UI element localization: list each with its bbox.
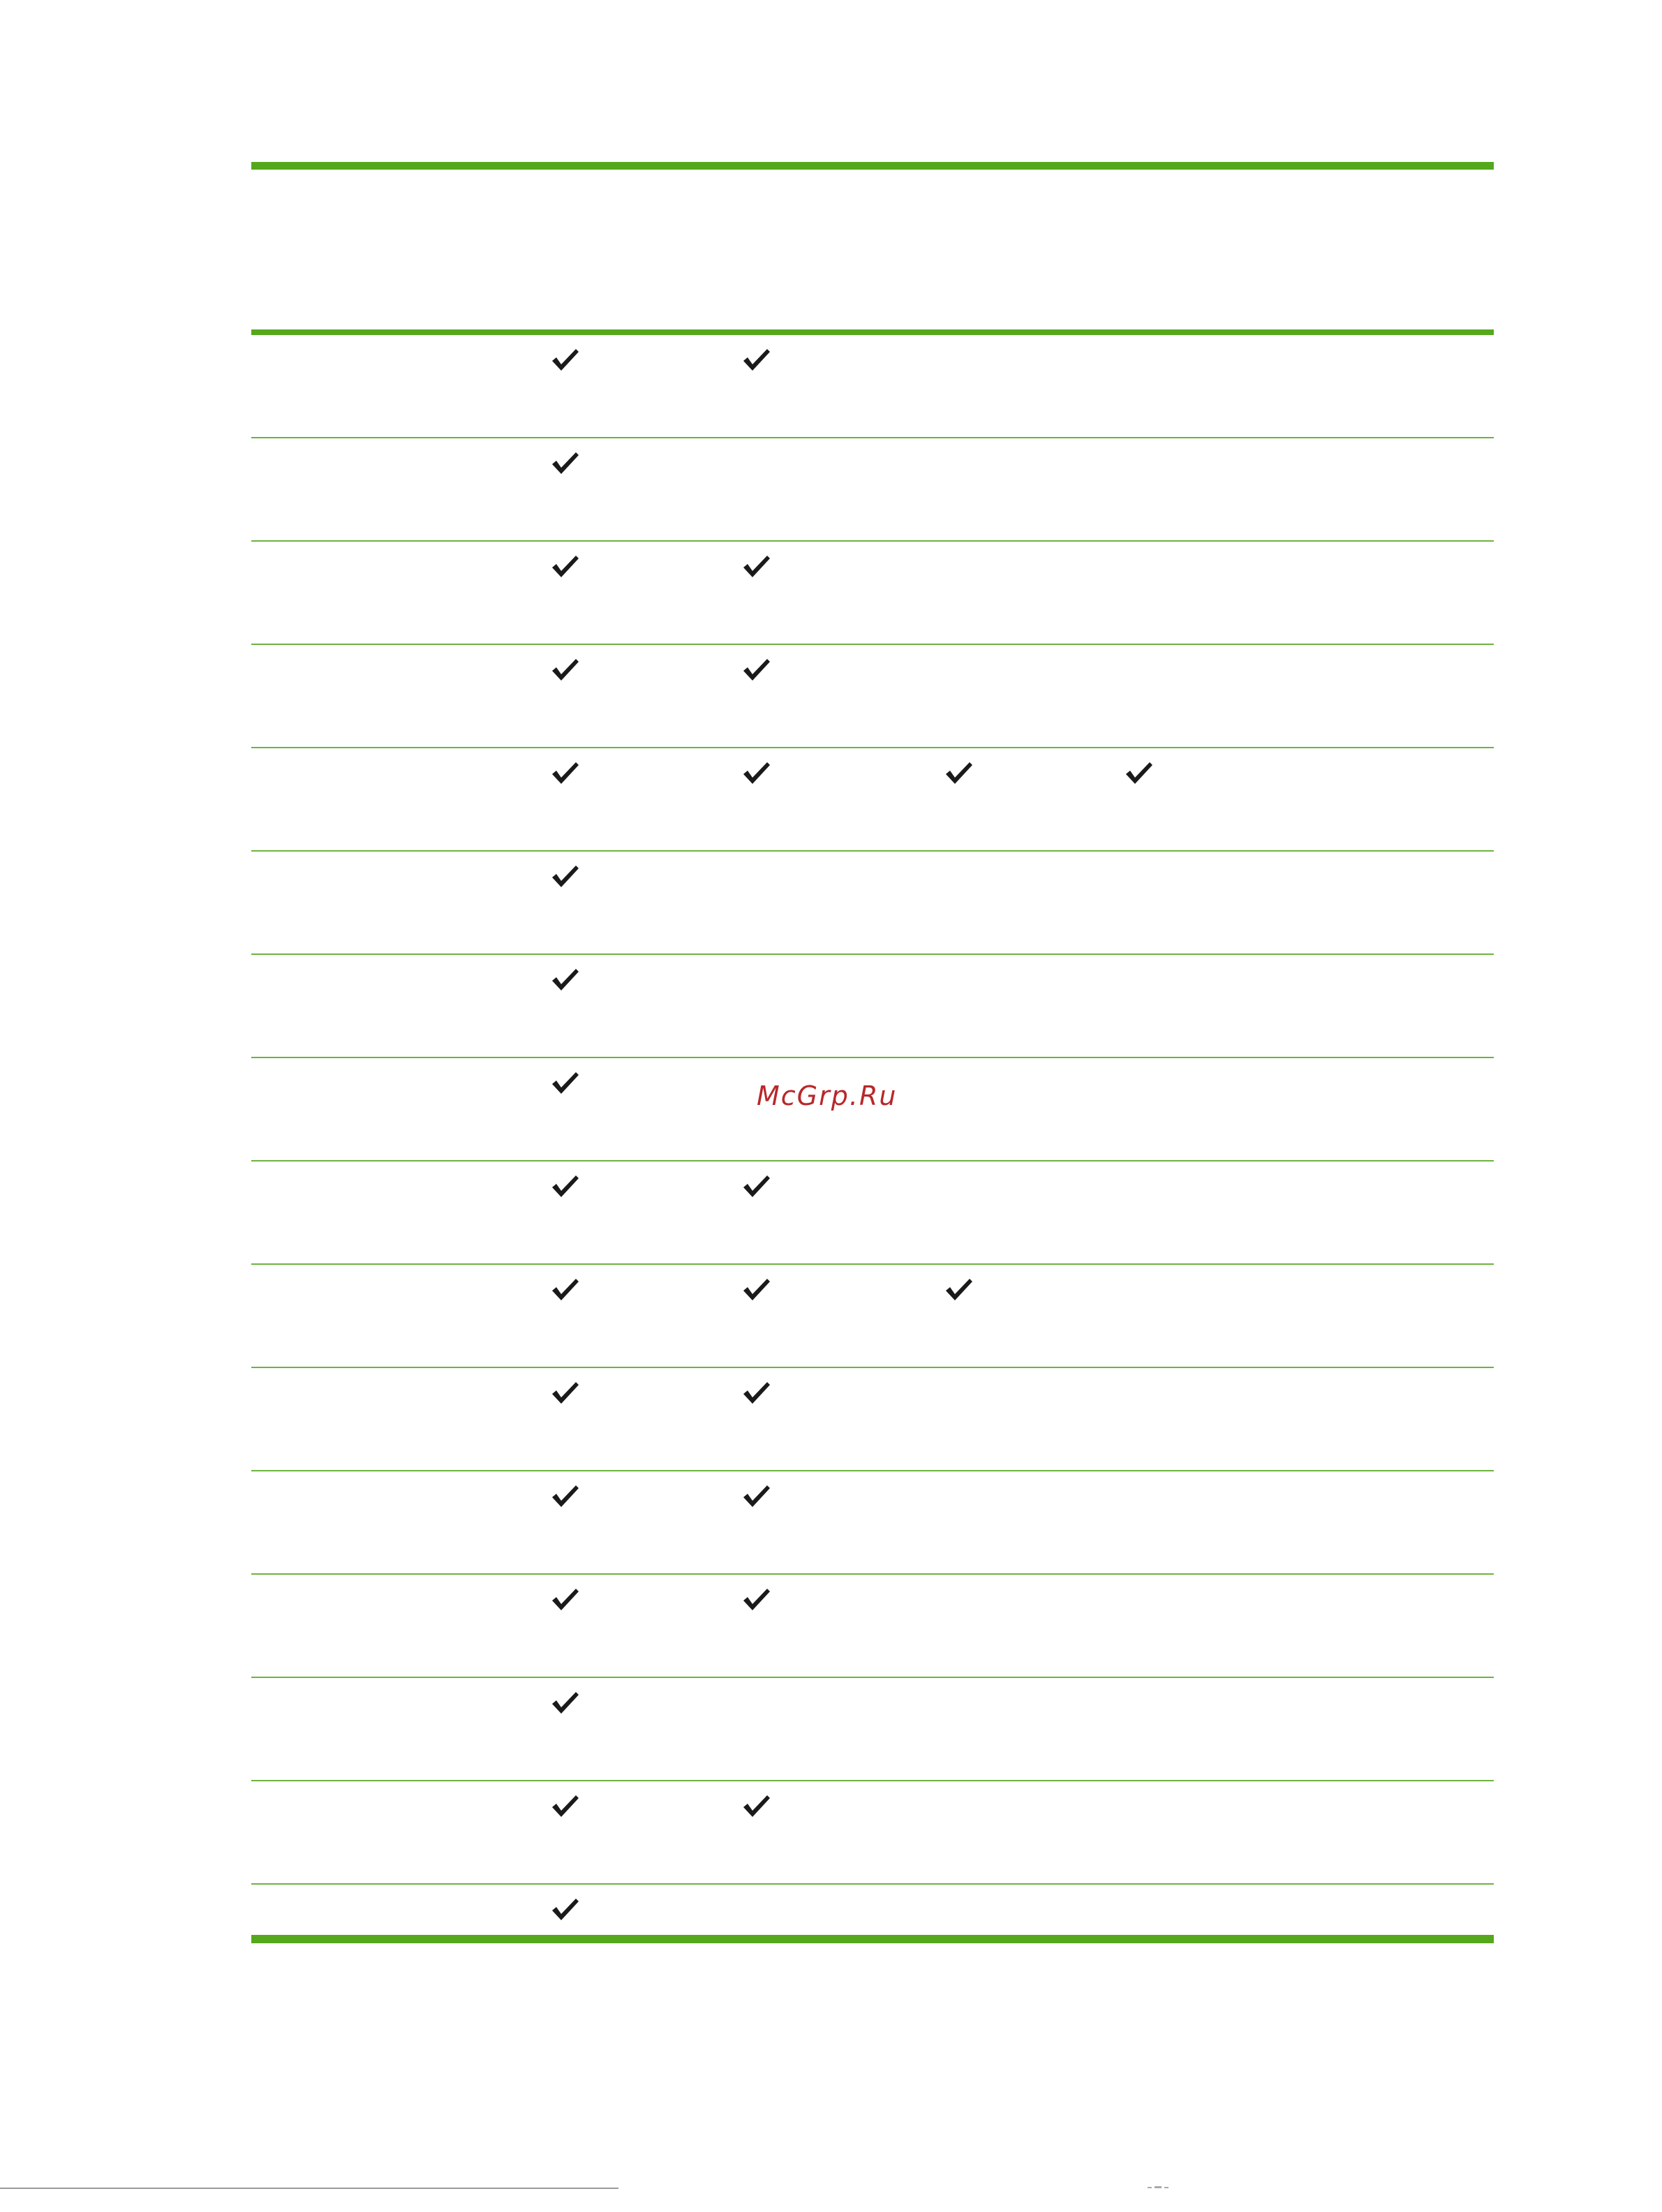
table-row: [251, 438, 1494, 542]
row-label-cell: [251, 1483, 530, 1524]
feature-table: [251, 335, 1494, 1938]
checkmark-icon: [550, 553, 581, 581]
checkmark-icon: [550, 450, 581, 477]
checkmark-icon: [550, 863, 581, 891]
table-row: [251, 1265, 1494, 1368]
checkmark-icon: [944, 759, 974, 787]
row-label-cell: [251, 759, 530, 801]
row-label-cell: [251, 553, 530, 595]
row-label-cell: [251, 1896, 530, 1938]
checkmark-icon: [944, 1276, 974, 1304]
checkmark-icon: [741, 1379, 772, 1407]
checkmark-icon: [1124, 759, 1155, 787]
checkmark-icon: [550, 346, 581, 374]
row-label-cell: [251, 1586, 530, 1628]
table-row: [251, 1678, 1494, 1781]
table-row: [251, 852, 1494, 955]
checkmark-icon: [741, 346, 772, 374]
checkmark-icon: [550, 1069, 581, 1097]
row-label-cell: [251, 863, 530, 905]
row-label-cell: [251, 450, 530, 491]
bottom-rule: [251, 1935, 1494, 1943]
checkmark-icon: [550, 1276, 581, 1304]
checkmark-icon: [550, 1792, 581, 1820]
checkmark-icon: [741, 1792, 772, 1820]
checkmark-icon: [550, 1379, 581, 1407]
checkmark-icon: [550, 1896, 581, 1924]
row-label-cell: [251, 966, 530, 1008]
checkmark-icon: [741, 1276, 772, 1304]
checkmark-icon: [741, 1173, 772, 1201]
checkmark-icon: [550, 966, 581, 994]
row-label-cell: [251, 1792, 530, 1834]
table-row: [251, 645, 1494, 748]
row-label-cell: [251, 1173, 530, 1215]
checkmark-icon: [550, 656, 581, 684]
row-label-cell: [251, 1069, 530, 1111]
table-row: [251, 335, 1494, 438]
watermark: McGrp.Ru: [757, 1081, 898, 1111]
footer-line: [0, 2188, 618, 2189]
row-label-cell: [251, 1379, 530, 1421]
checkmark-icon: [550, 759, 581, 787]
table-row: [251, 1781, 1494, 1885]
top-rule: [251, 162, 1494, 170]
row-label-cell: [251, 1276, 530, 1318]
checkmark-icon: [550, 1483, 581, 1510]
footer-mark: [1148, 2183, 1203, 2192]
table-row: [251, 748, 1494, 852]
checkmark-icon: [741, 1586, 772, 1614]
checkmark-icon: [741, 1483, 772, 1510]
checkmark-icon: [550, 1586, 581, 1614]
table-row: [251, 1161, 1494, 1265]
checkmark-icon: [741, 759, 772, 787]
table-row: [251, 1575, 1494, 1678]
row-label-cell: [251, 656, 530, 698]
checkmark-icon: [550, 1173, 581, 1201]
checkmark-icon: [550, 1689, 581, 1717]
table-row: [251, 542, 1494, 645]
table-row: [251, 1368, 1494, 1471]
table-row: [251, 1471, 1494, 1575]
checkmark-icon: [741, 656, 772, 684]
row-label-cell: [251, 1689, 530, 1731]
checkmark-icon: [741, 553, 772, 581]
table-row: [251, 1885, 1494, 1938]
header-rule: [251, 329, 1494, 335]
table-row: [251, 955, 1494, 1058]
row-label-cell: [251, 346, 530, 388]
